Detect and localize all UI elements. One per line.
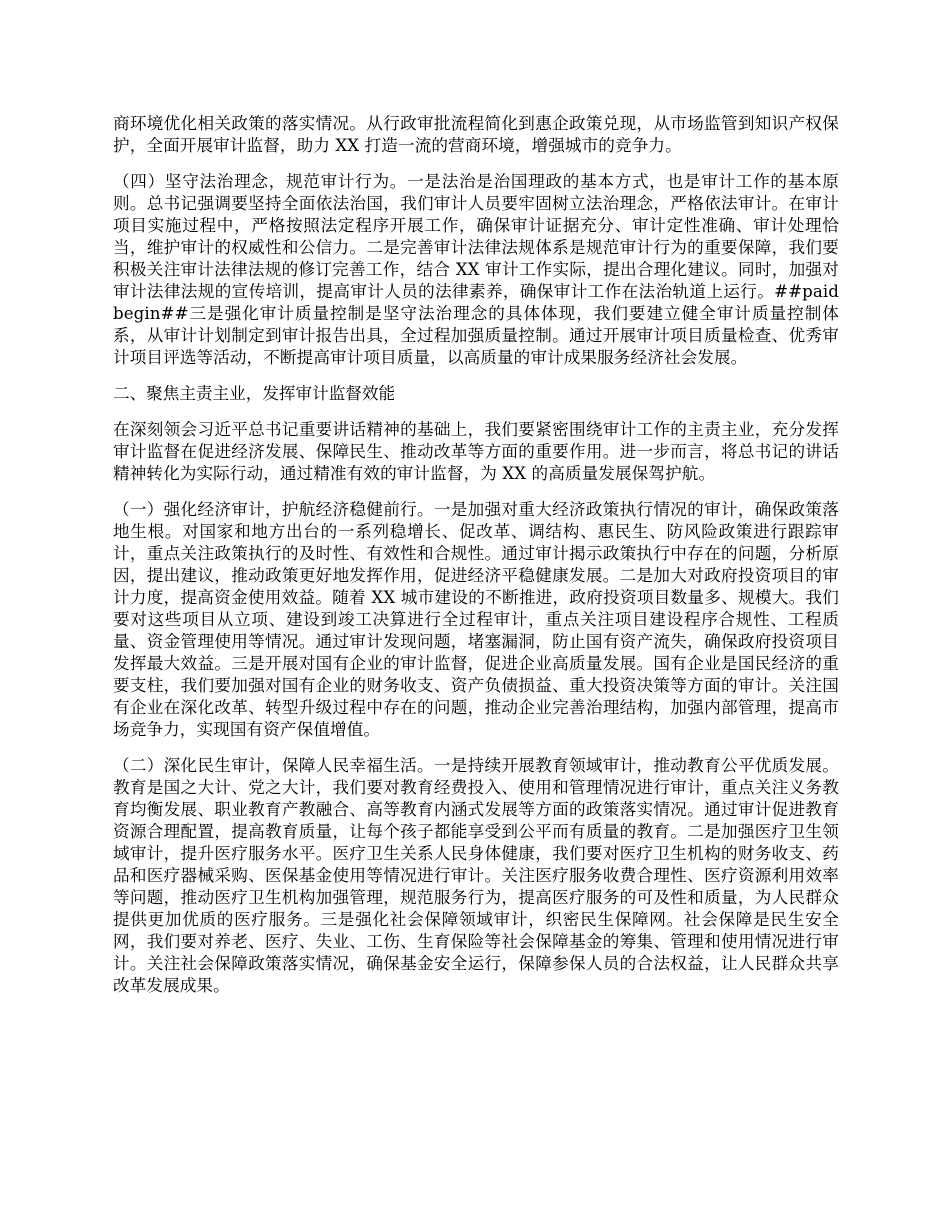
paragraph-business-environment: 商环境优化相关政策的落实情况。从行政审批流程简化到惠企政策兑现，从市场监管到知识产权保护，全面开展审计监督，助力 XX 打造一流的营商环境，增强城市的竞争力。: [113, 114, 839, 155]
paragraph-rule-of-law: （四）坚守法治理念，规范审计行为。一是法治是治国理政的基本方式，也是审计工作的基本原则。总书记强调要坚持全面依法治国，我们审计人员要牢固树立法治理念，严格依法审计。在审计项目实施过程中，严格按照法定程序开展工作，确保审计证据充分、审计定性准确、审计处理恰当，维护审计的权威性和公信力。二是完善审计法律法规体系是规范审计行为的重要保障，我们要积极关注审计法律法规的修订完善工作，结合 XX 审计工作实际，提出合理化建议。同时，加强对审计法律法规的宣传培训，提高审计人员的法律素养，确保审计工作在法治轨道上运行。##paidbegin##三是强化审计质量控制是坚守法治理念的具体体现，我们要建立健全审计质量控制体系，从审计计划制定到审计报告出具，全过程加强质量控制。通过开展审计项目质量检查、优秀审计项目评选等活动，不断提高审计项目质量，以高质量的审计成果服务经济社会发展。: [113, 172, 839, 367]
paragraph-economic-audit: （一）强化经济审计，护航经济稳健前行。一是加强对重大经济政策执行情况的审计，确保政策落地生根。对国家和地方出台的一系列稳增长、促改革、调结构、惠民生、防风险政策进行跟踪审计，重点关注政策执行的及时性、有效性和合规性。通过审计揭示政策执行中存在的问题，分析原因，提出建议，推动政策更好地发挥作用，促进经济平稳健康发展。二是加大对政府投资项目的审计力度，提高资金使用效益。随着 XX 城市建设的不断推进，政府投资项目数量多、规模大。我们要对这些项目从立项、建设到竣工决算进行全过程审计，重点关注项目建设程序合规性、工程质量、资金管理使用等情况。通过审计发现问题，堵塞漏洞，防止国有资产流失，确保政府投资项目发挥最大效益。三是开展对国有企业的审计监督，促进企业高质量发展。国有企业是国民经济的重要支柱，我们要加强对国有企业的财务收支、资产负债损益、重大投资决策等方面的审计。关注国有企业在深化改革、转型升级过程中存在的问题，推动企业完善治理结构，加强内部管理，提高市场竞争力，实现国有资产保值增值。: [113, 500, 839, 739]
paragraph-section-intro: 在深刻领会习近平总书记重要讲话精神的基础上，我们要紧密围绕审计工作的主责主业，充分发挥审计监督在促进经济发展、保障民生、推动改革等方面的重要作用。进一步而言，将总书记的讲话精神转化为实际行动，通过精准有效的审计监督，为 XX 的高质量发展保驾护航。: [113, 420, 839, 483]
section-heading-two: 二、聚焦主责主业，发挥审计监督效能: [113, 384, 396, 403]
document-page: [113, 113, 839, 1011]
paragraph-livelihood-audit: （二）深化民生审计，保障人民幸福生活。一是持续开展教育领域审计，推动教育公平优质发展。教育是国之大计、党之大计，我们要对教育经费投入、使用和管理情况进行审计，重点关注义务教育均衡发展、职业教育产教融合、高等教育内涵式发展等方面的政策落实情况。通过审计促进教育资源合理配置，提高教育质量，让每个孩子都能享受到公平而有质量的教育。二是加强医疗卫生领域审计，提升医疗服务水平。医疗卫生关系人民身体健康，我们要对医疗卫生机构的财务收支、药品和医疗器械采购、医保基金使用等情况进行审计。关注医疗服务收费合理性、医疗资源利用效率等问题，推动医疗卫生机构加强管理，规范服务行为，提高医疗服务的可及性和质量，为人民群众提供更加优质的医疗服务。三是强化社会保障领域审计，织密民生保障网。社会保障是民生安全网，我们要对养老、医疗、失业、工伤、生育保险等社会保障基金的筹集、管理和使用情况进行审计。关注社会保障政策落实情况，确保基金安全运行，保障参保人员的合法权益，让人民群众共享改革发展成果。: [113, 756, 839, 995]
